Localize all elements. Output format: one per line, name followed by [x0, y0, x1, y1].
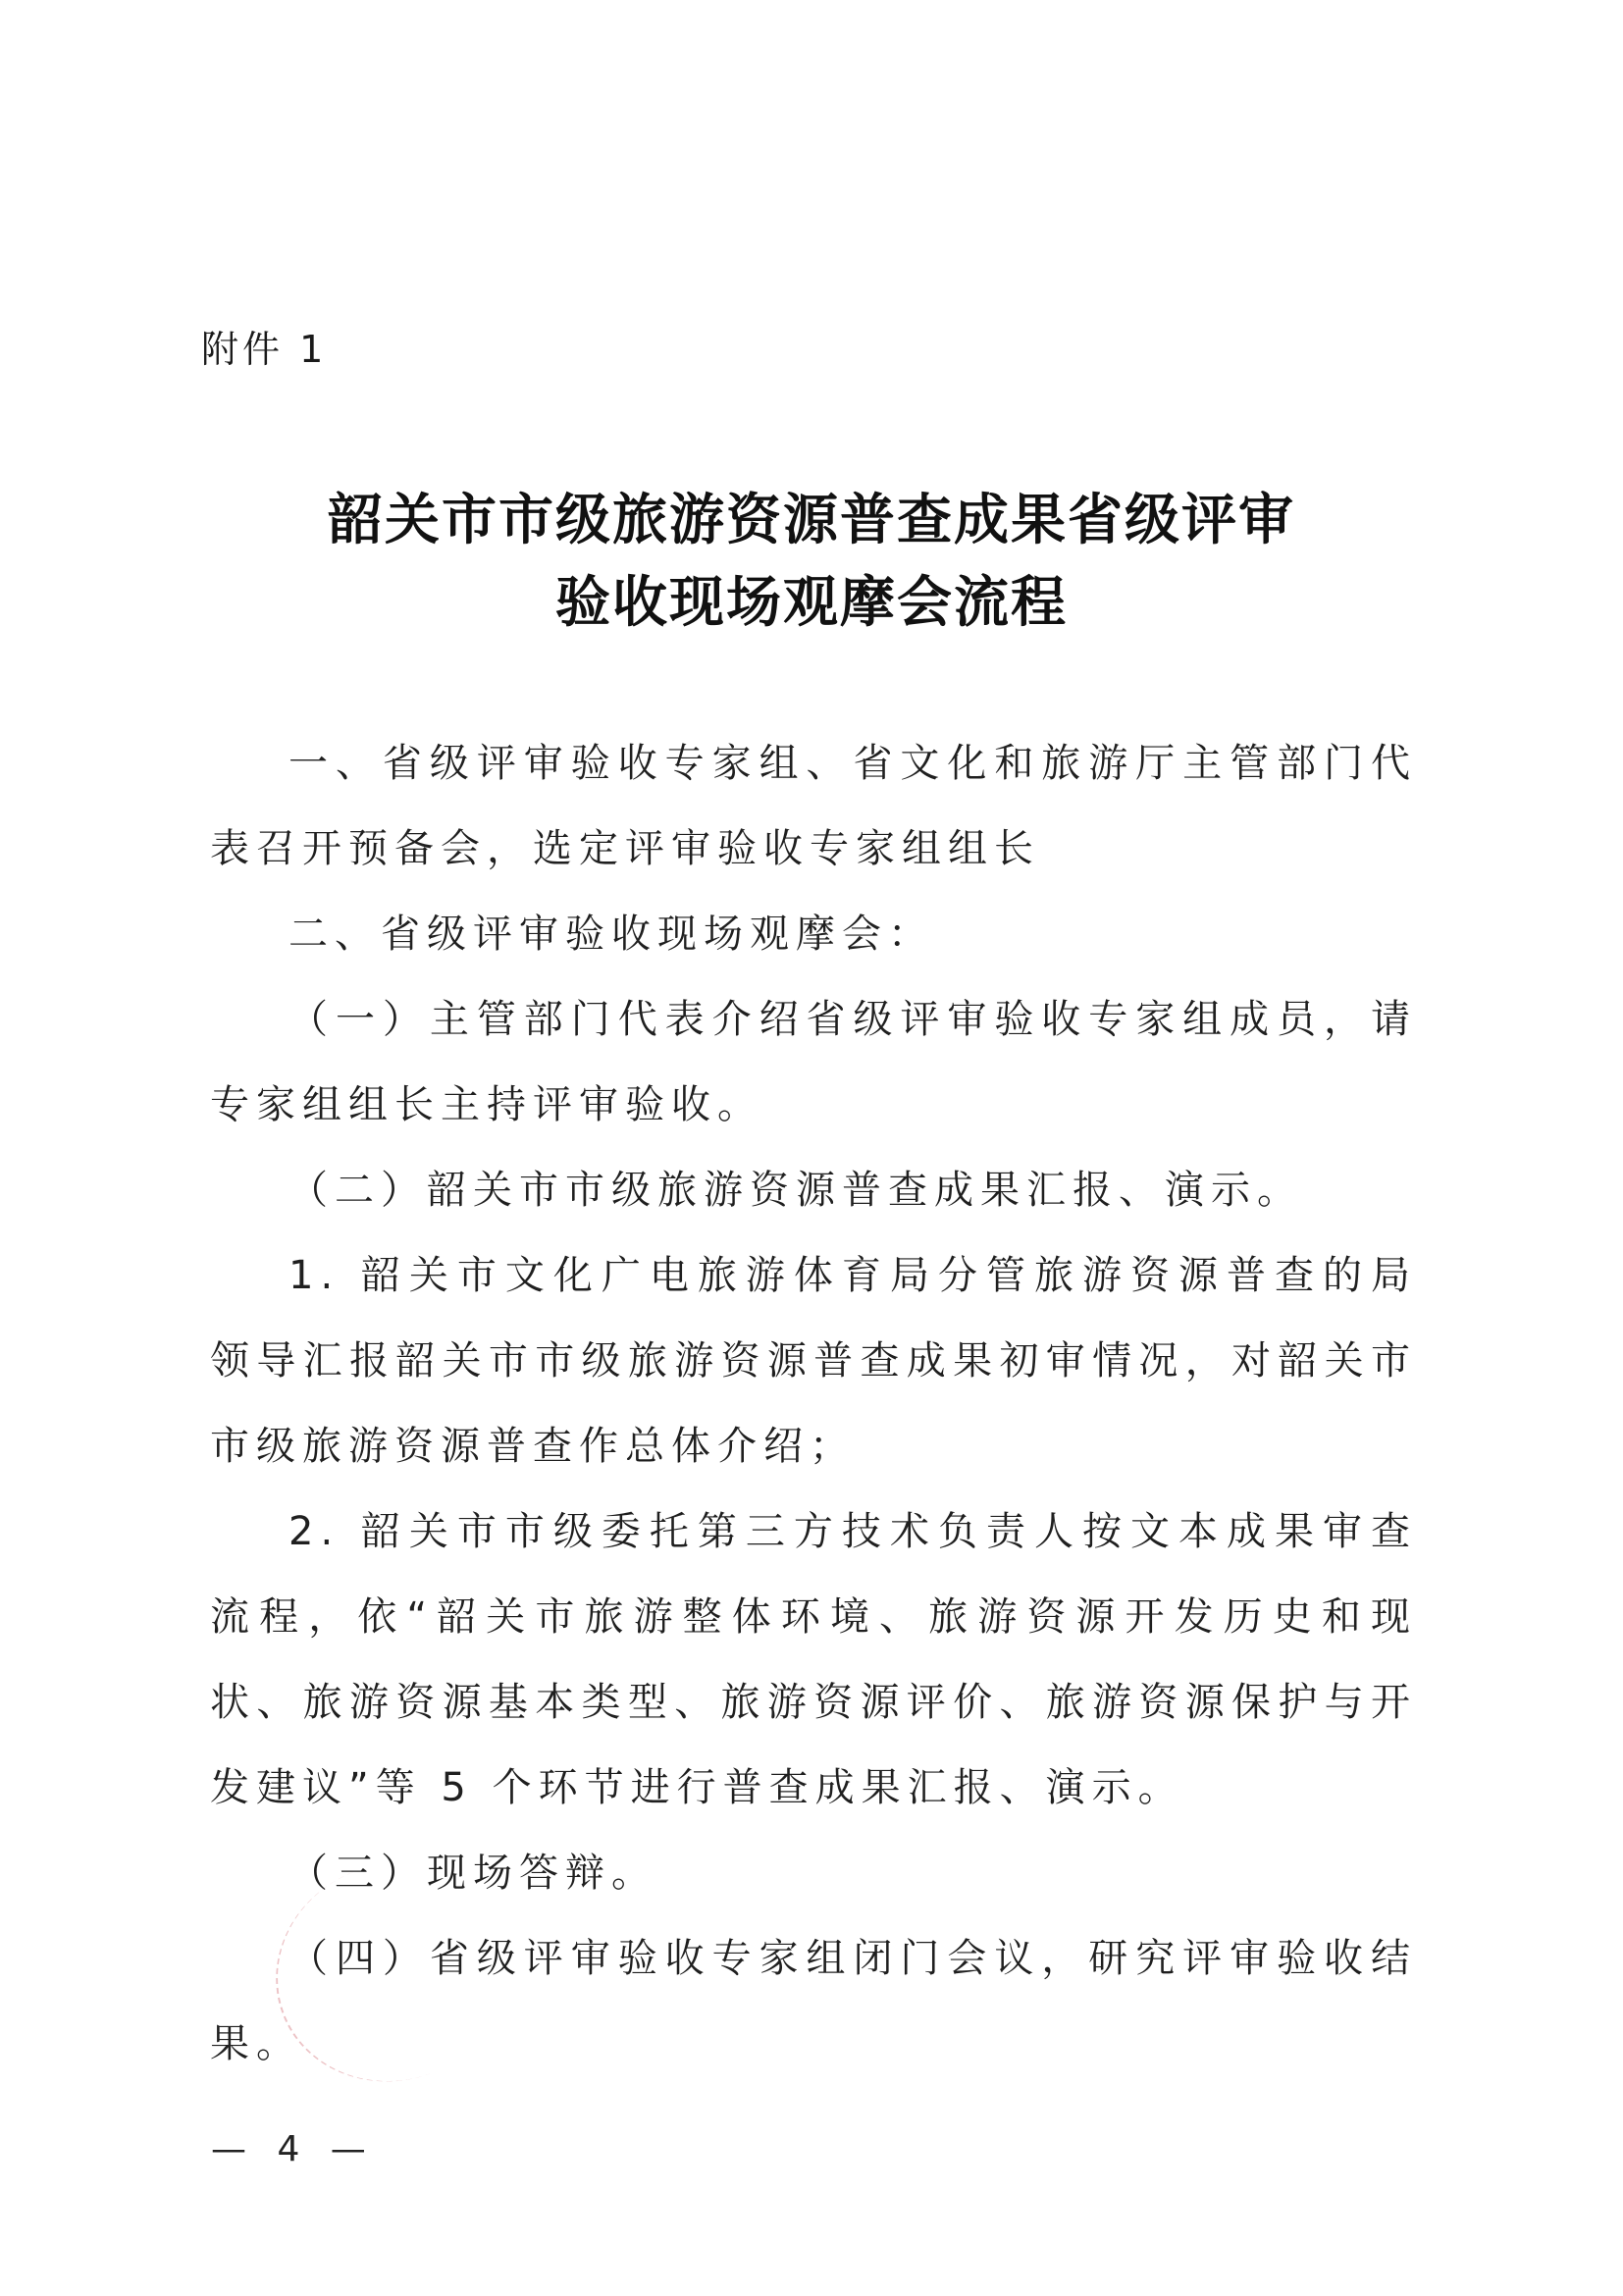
title-line-1: 韶关市市级旅游资源普查成果省级评审	[328, 488, 1295, 552]
paragraph-item-2: 2. 韶关市市级委托第三方技术负责人按文本成果审查流程，依“韶关市旅游整体环境、旅游资源开发历史和现状、旅游资源基本类型、旅游资源评价、旅游资源保护与开发建议”等 5 个环节进行普查成果汇报、演示。	[210, 1509, 1417, 1810]
paragraph-closed-meeting: （四）省级评审验收专家组闭门会议，研究评审验收结果。	[210, 1936, 1417, 2066]
paragraph-item-1: 1. 韶关市文化广电旅游体育局分管旅游资源普查的局领导汇报韶关市市级旅游资源普查成果初审情况，对韶关市市级旅游资源普查作总体介绍；	[210, 1253, 1417, 1469]
paragraph-preparatory-meeting: 一、省级评审验收专家组、省文化和旅游厅主管部门代表召开预备会，选定评审验收专家组组长	[210, 741, 1417, 871]
paragraph-report-demo: （二）韶关市市级旅游资源普查成果汇报、演示。	[288, 1168, 1303, 1213]
page-number: — 4 —	[211, 2129, 376, 2169]
title-line-2: 验收现场观摩会流程	[555, 570, 1068, 635]
document-title	[0, 479, 1623, 644]
paragraph-introduce-experts: （一）主管部门代表介绍省级评审验收专家组成员，请专家组组长主持评审验收。	[210, 997, 1417, 1127]
attachment-label: 附件 1	[201, 328, 328, 371]
document-body	[210, 721, 1417, 2087]
paragraph-onsite-meeting: 二、省级评审验收现场观摩会：	[288, 912, 934, 957]
paragraph-defense: （三）现场答辩。	[288, 1851, 657, 1896]
